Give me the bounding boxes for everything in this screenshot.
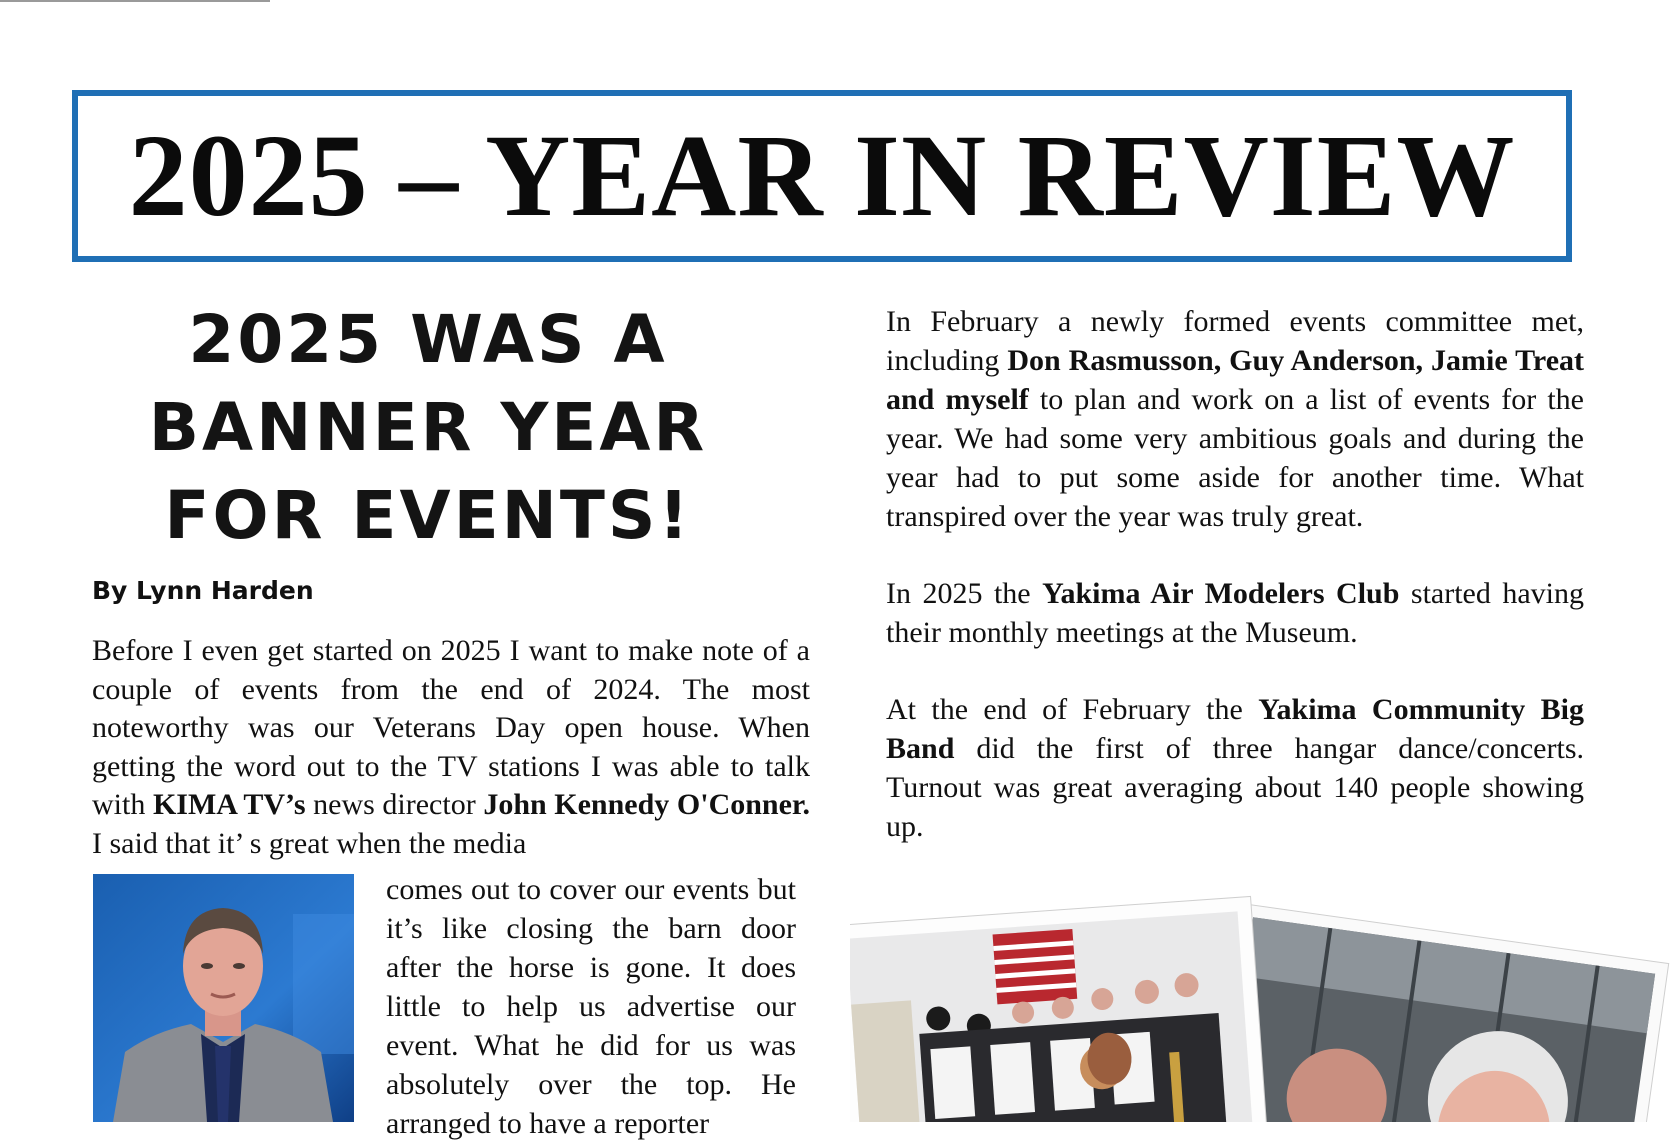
left-paragraph-1: Before I even get started on 2025 I want to make note of a couple of events from the end of 2024. The most noteworthy was our Veterans Day open house. When getting the word out to the TV stations I was able to talk with KIMA TV’s news director John Kennedy O'Conner. I said that it’ s great when the media xyxy=(92,634,810,860)
headline-line-3: FOR EVENTS! xyxy=(164,477,692,554)
page-title: 2025 – YEAR IN REVIEW xyxy=(128,110,1516,241)
big-band-photo-collage xyxy=(850,888,1680,1122)
article-headline xyxy=(92,296,764,560)
left-paragraph-1-continued: comes out to cover our events but it’s like closing the barn door after the horse is gone. It does little to help us advertise our event. What he did for us was absolutely over the top. He arranged to have a reporter xyxy=(386,873,796,1140)
left-column-text xyxy=(92,632,810,863)
news-director-photo xyxy=(93,874,354,1122)
byline: By Lynn Harden xyxy=(92,576,314,605)
title-banner xyxy=(72,90,1572,262)
right-paragraph-3: At the end of February the Yakima Community Big Band did the first of three hangar dance/concerts. Turnout was great averaging about 140 people showing up. xyxy=(886,693,1584,843)
right-paragraph-1: In February a newly formed events committee met, including Don Rasmusson, Guy Anderson, Jamie Treat and myself to plan and work on a list of events for the year. We had some very ambitious goals and during the year had to put some aside for another time. What transpired over the year was truly great. xyxy=(886,305,1584,533)
right-column-text xyxy=(886,302,1584,846)
right-paragraph-2: In 2025 the Yakima Air Modelers Club started having their monthly meetings at the Museum. xyxy=(886,577,1585,649)
scan-edge-line xyxy=(0,0,270,2)
left-column-wrap-text xyxy=(386,870,796,1143)
headline-line-1: 2025 WAS A xyxy=(188,301,668,378)
headline-line-2: BANNER YEAR xyxy=(148,389,708,466)
